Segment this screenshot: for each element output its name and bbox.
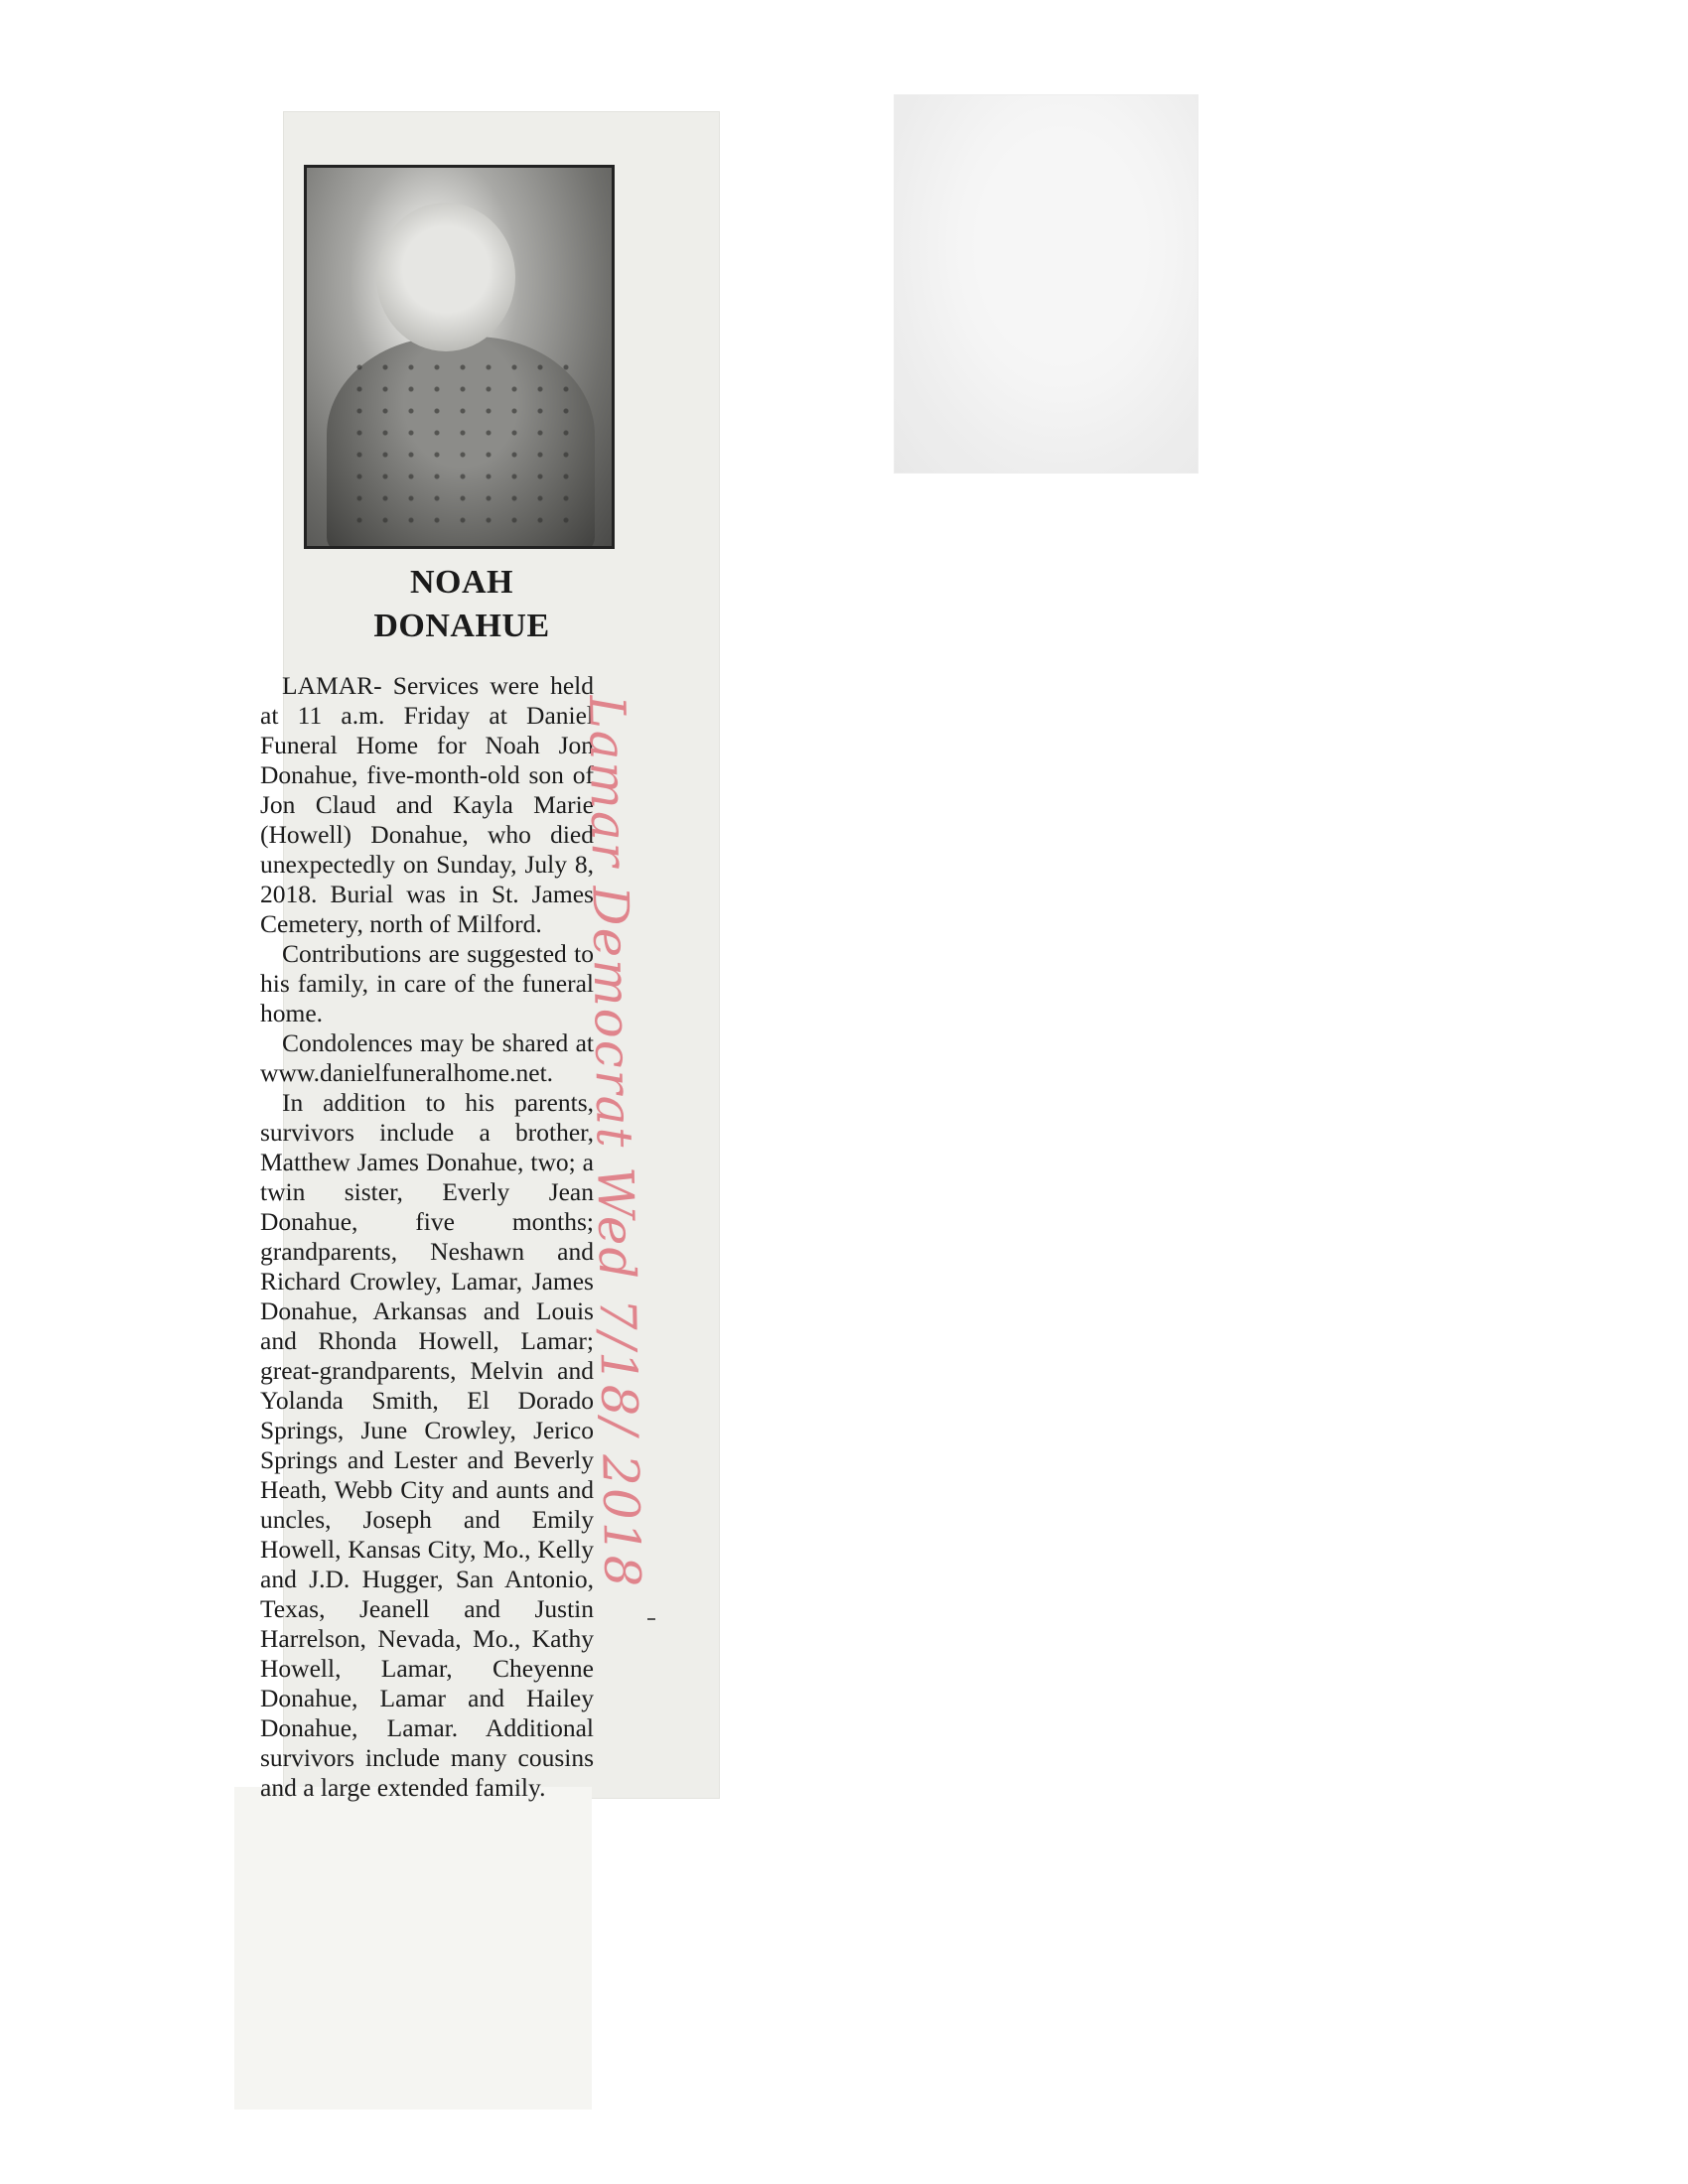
obituary-paragraph-condolences: Condolences may be shared at www.danielfuneralhome.net. bbox=[260, 1028, 594, 1087]
obituary-name-first: NOAH bbox=[410, 564, 513, 601]
handwritten-date-note: Lamar Democrat Wed 7/18/ 2018 bbox=[578, 695, 651, 1589]
obituary-paragraph-contributions: Contributions are suggested to his family, in care of the funeral home. bbox=[260, 939, 594, 1027]
obituary-body bbox=[260, 671, 594, 1803]
obituary-paragraph-services: LAMAR- Services were held at 11 a.m. Friday at Daniel Funeral Home for Noah Jon Donahue, five-month-old son of Jon Claud and Kayla Marie (Howell) Donahue, who died unexpectedly on Sunday, July 8, 2018. Burial was in St. James Cemetery, north of Milford. bbox=[260, 671, 594, 938]
bleed-through-photo bbox=[894, 94, 1198, 474]
obituary-name-last: DONAHUE bbox=[373, 608, 550, 644]
obituary-paragraph-survivors: In addition to his parents, survivors include a brother, Matthew James Donahue, two; a twin sister, Everly Jean Donahue, five months; grandparents, Neshawn and Richard Crowley, Lamar, James Donahue, Arkansas and Louis and Rhonda Howell, Lamar; great-grandparents, Melvin and Yolanda Smith, El Dorado Springs, June Crowley, Jerico Springs and Lester and Beverly Heath, Webb City and aunts and uncles, Joseph and Emily Howell, Kansas City, Mo., Kelly and J.D. Hugger, San Antonio, Texas, Jeanell and Justin Harrelson, Nevada, Mo., Kathy Howell, Lamar, Cheyenne Donahue, Lamar and Hailey Donahue, Lamar. Additional survivors include many cousins and a large extended family. bbox=[260, 1088, 594, 1802]
pencil-mark bbox=[647, 1618, 655, 1620]
newspaper-clipping-lower bbox=[234, 1787, 592, 2110]
baby-portrait-photo bbox=[304, 165, 615, 549]
